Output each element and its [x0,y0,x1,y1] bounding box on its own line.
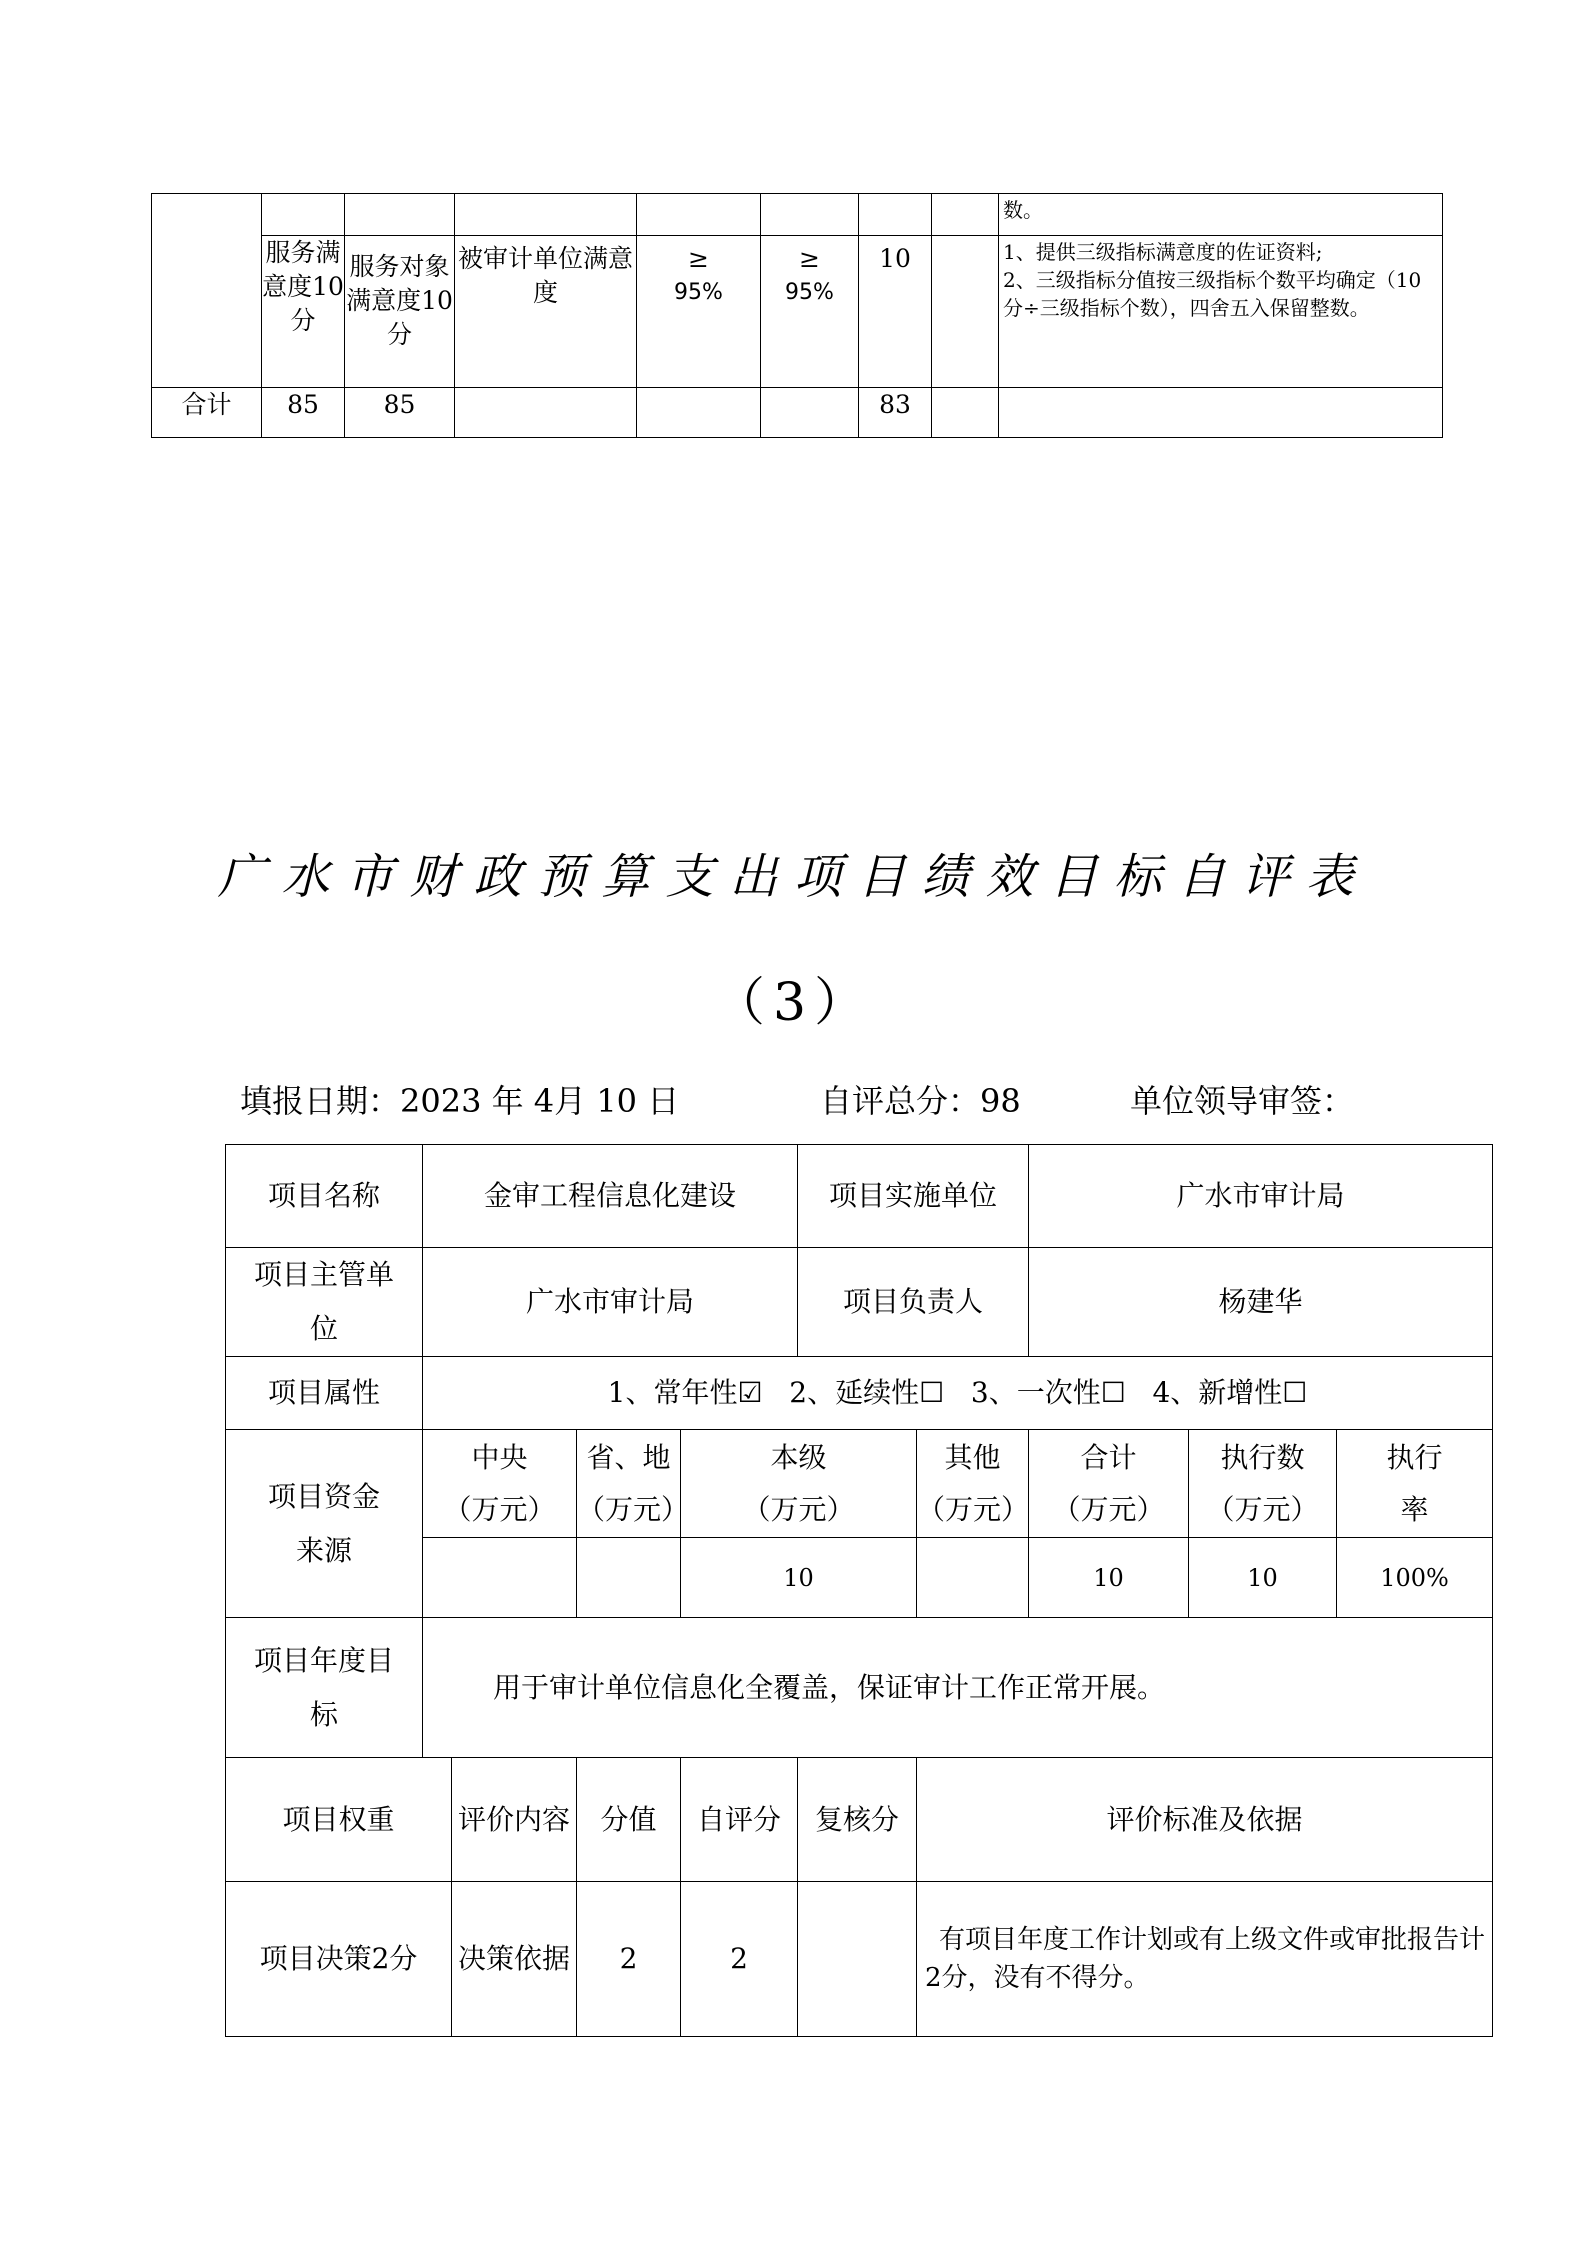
fund-header-central: 中央 （万元） [423,1430,577,1538]
table-row [152,194,1443,236]
header-self-score: 自评分 [681,1758,798,1882]
fund-source-label: 项目资金来源 [226,1430,423,1618]
attribute-label: 项目属性 [226,1357,423,1430]
fund-header-total: 合计 （万元） [1029,1430,1189,1538]
leader-signature: 单位领导审签： [1130,1082,1355,1120]
table-row [226,1145,1493,1248]
manager-unit-label: 项目主管单位 [226,1248,423,1357]
target-percent: 95% [674,280,723,305]
meta-row [240,1076,1440,1126]
total-self-score: 自评总分：98 [820,1082,1021,1120]
decision-content: 决策依据 [452,1882,577,2037]
total-value-1: 85 [262,388,345,438]
continuation-table [151,193,1443,438]
table-row [226,1618,1493,1758]
target-value [637,236,761,388]
header-content: 评价内容 [452,1758,577,1882]
eval-header-row [226,1758,1493,1882]
decision-criteria: 有项目年度工作计划或有上级文件或审批报告计2分，没有不得分。 [917,1882,1493,2037]
criteria-note: 数。 [999,194,1443,236]
actual-symbol: ≥ [799,244,820,273]
decision-self-score: 2 [681,1882,798,2037]
level1-indicator: 服务满意度10分 [262,236,345,388]
decision-weight: 项目决策2分 [226,1882,452,2037]
decision-row [226,1882,1493,2037]
criteria-line-1: 1、提供三级指标满意度的佐证资料; [1003,240,1323,264]
fund-central [423,1538,577,1618]
fund-local: 10 [681,1538,917,1618]
total-score: 83 [859,388,932,438]
document-subtitle: （3） [712,973,875,1033]
table-row [226,1248,1493,1357]
leader-label: 项目负责人 [798,1248,1029,1357]
evaluation-table [225,1144,1493,2037]
fund-header-other: 其他 （万元） [917,1430,1029,1538]
fund-province [577,1538,681,1618]
criteria-line-2: 2、三级指标分值按三级指标个数平均确定（10分÷三级指标个数），四舍五入保留整数。 [1003,268,1422,320]
header-review-score: 复核分 [798,1758,917,1882]
table-row [226,1357,1493,1430]
target-symbol: ≥ [688,244,709,273]
header-score: 分值 [577,1758,681,1882]
fund-header-province: 省、地 （万元） [577,1430,681,1538]
fund-header-executed: 执行数 （万元） [1189,1430,1337,1538]
fund-total: 10 [1029,1538,1189,1618]
header-weight: 项目权重 [226,1758,452,1882]
fund-executed: 10 [1189,1538,1337,1618]
project-name-label: 项目名称 [226,1145,423,1248]
project-name: 金审工程信息化建设 [423,1145,798,1248]
annual-goal: 用于审计单位信息化全覆盖，保证审计工作正常开展。 [423,1618,1493,1758]
fund-header-local: 本级 （万元） [681,1430,917,1538]
decision-score: 2 [577,1882,681,2037]
actual-percent: 95% [785,280,834,305]
impl-unit-label: 项目实施单位 [798,1145,1029,1248]
manager-unit: 广水市审计局 [423,1248,798,1357]
table-row [152,236,1443,388]
impl-unit: 广水市审计局 [1029,1145,1493,1248]
attribute-options: 1、常年性☑ 2、延续性☐ 3、一次性☐ 4、新增性☐ [423,1357,1493,1430]
total-value-2: 85 [345,388,455,438]
actual-value [761,236,859,388]
decision-review-score [798,1882,917,2037]
fund-other [917,1538,1029,1618]
document-title: 广水市财政预算支出项目绩效目标自评表 [217,849,1370,905]
indicator-score: 10 [859,236,932,388]
header-criteria: 评价标准及依据 [917,1758,1493,1882]
level2-indicator: 服务对象满意度10分 [345,236,455,388]
fund-header-row [226,1430,1493,1538]
total-row [152,388,1443,438]
annual-goal-label: 项目年度目标 [226,1618,423,1758]
fund-rate: 100% [1337,1538,1493,1618]
fill-date: 填报日期：2023 年 4月 10 日 [240,1082,680,1120]
total-label: 合计 [152,388,262,438]
criteria-note [999,236,1443,388]
project-leader: 杨建华 [1029,1248,1493,1357]
fund-header-rate: 执行 率 [1337,1430,1493,1538]
level3-indicator: 被审计单位满意度 [455,236,637,388]
